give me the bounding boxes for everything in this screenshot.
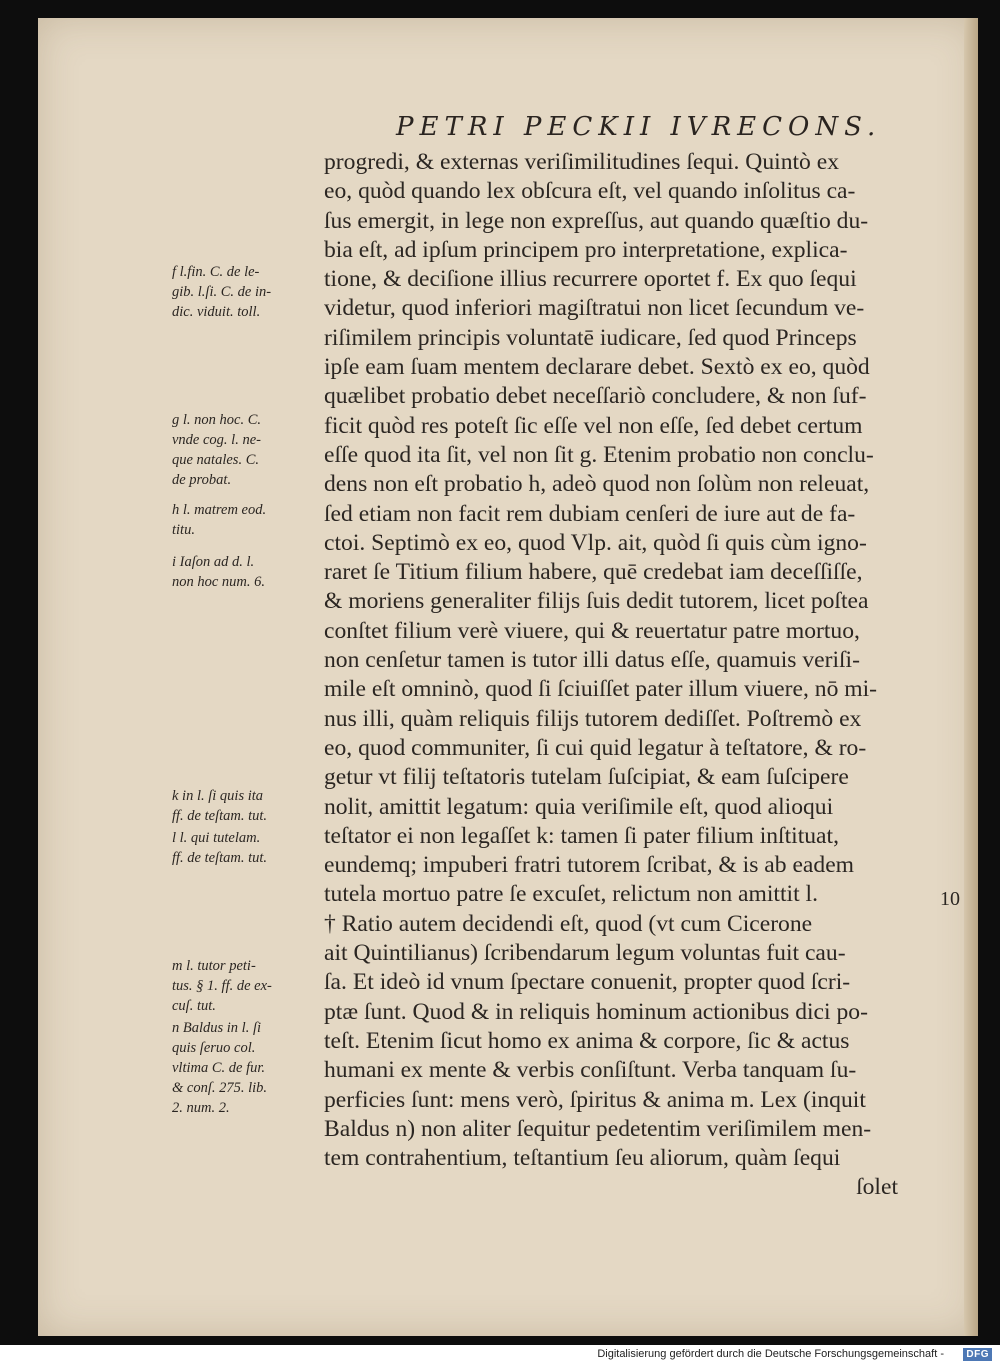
- marginal-note-line: h l. matrem eod.: [172, 502, 267, 518]
- marginal-note-line: 2. num. 2.: [172, 1100, 230, 1116]
- marginal-note-line: k in l. ſi quis ita: [172, 788, 264, 804]
- marginal-note-line: que natales. C.: [172, 452, 259, 468]
- main-text-block: [324, 148, 934, 1203]
- text-line: getur vt filij teſtatoris tutelam ſuſcipiat, & eam ſuſcipere: [324, 764, 849, 791]
- funding-notice: Digitalisierung gefördert durch die Deutsche Forschungsgemeinschaft -: [597, 1348, 944, 1360]
- marginal-note-line: cuſ. tut.: [172, 998, 216, 1014]
- text-line: tem contrahentium, teſtantium ſeu aliorum, quàm ſequi: [324, 1145, 841, 1172]
- text-line: tutela mortuo patre ſe excuſet, relictum non amittit l.: [324, 881, 819, 908]
- marginal-note-line: non hoc num. 6.: [172, 574, 266, 590]
- text-line: nus illi, quàm reliquis filijs tutorem dediſſet. Poſtremò ex: [324, 705, 862, 732]
- marginal-note-line: ff. de teſtam. tut.: [172, 808, 268, 824]
- page-edge: [964, 18, 978, 1336]
- running-head: PETRI PECKII IVRECONS.: [396, 112, 882, 142]
- dfg-logo: DFG: [963, 1348, 992, 1361]
- text-line: ficit quòd res poteſt ſic eſſe vel non eſſe, ſed debet certum: [324, 412, 863, 439]
- text-line: progredi, & externas veriſimilitudines ſequi. Quintò ex: [324, 149, 840, 175]
- marginal-note-i: [172, 552, 322, 592]
- text-line: humani ex mente & verbis conſiſtunt. Verba tanquam ſu-: [324, 1057, 857, 1084]
- text-line: eo, quòd quando lex obſcura eſt, vel quando inſolitus ca-: [324, 178, 856, 205]
- marginal-note-h: [172, 500, 322, 540]
- text-line: riſimilem principis voluntatē iudicare, ſed quod Princeps: [324, 324, 857, 351]
- text-line: videtur, quod inferiori magiſtratui non licet ſecundum ve-: [324, 295, 865, 322]
- marginal-note-line: l l. qui tutelam.: [172, 830, 261, 846]
- marginal-note-line: dic. viduit. toll.: [172, 304, 261, 320]
- marginal-note-l: [172, 828, 322, 868]
- marginal-note-line: m l. tutor peti-: [172, 958, 256, 974]
- text-line: nolit, amittit legatum: quia veriſimile eſt, quod alioqui: [324, 793, 834, 820]
- marginal-note-line: titu.: [172, 522, 195, 538]
- text-line: perficies ſunt: mens verò, ſpiritus & anima m. Lex (inquit: [324, 1086, 866, 1113]
- marginal-note-g: [172, 410, 322, 490]
- marginal-note-k: [172, 786, 322, 826]
- text-line: conſtet filium verè viuere, qui & reuertatur patre mortuo,: [324, 617, 860, 644]
- catchword: ſolet: [856, 1174, 898, 1201]
- marginal-note-line: gib. l.ſi. C. de in-: [172, 284, 272, 300]
- text-line: eundemq; impuberi fratri tutorem ſcribat, & is ab eadem: [324, 852, 855, 879]
- marginal-note-line: ff. de teſtam. tut.: [172, 850, 268, 866]
- text-line: teſtator ei non legaſſet k: tamen ſi pater filium inſtituat,: [324, 822, 839, 849]
- marginal-note-line: n Baldus in l. ſi: [172, 1020, 262, 1036]
- text-line: non cenſetur tamen is tutor illi datus eſſe, quamuis veriſi-: [324, 647, 860, 674]
- marginal-note-line: tus. § 1. ff. de ex-: [172, 978, 272, 994]
- margin-number: 10: [940, 888, 960, 910]
- text-line: ipſe eam ſuam mentem declarare debet. Sextò ex eo, quòd: [324, 354, 870, 381]
- text-line: raret ſe Titium filium habere, quē credebat iam deceſſiſſe,: [324, 559, 863, 586]
- text-line: ſus emergit, in lege non expreſſus, aut quando quæſtio du-: [324, 207, 869, 234]
- text-line: ptæ ſunt. Quod & in reliquis hominum actionibus dici po-: [324, 998, 868, 1025]
- text-line: eſſe quod ita ſit, vel non ſit g. Etenim probatio non conclu-: [324, 441, 874, 468]
- marginal-note-n: [172, 1018, 322, 1118]
- text-line: & moriens generaliter filijs ſuis dedit tutorem, licet poſtea: [324, 588, 869, 615]
- marginal-note-line: g l. non hoc. C.: [172, 412, 262, 428]
- text-line: † Ratio autem decidendi eſt, quod (vt cum Cicerone: [324, 910, 813, 937]
- text-line: dens non eſt probatio h, adeò quod non ſolùm non releuat,: [324, 471, 870, 498]
- footer-bar: [0, 1345, 1000, 1365]
- text-line: ſed etiam non facit rem dubiam cenſeri de iure aut de fa-: [324, 500, 856, 527]
- marginal-note-line: de probat.: [172, 472, 232, 488]
- marginal-note-line: & conſ. 275. lib.: [172, 1080, 268, 1096]
- text-line: ſa. Et ideò id vnum ſpectare conuenit, propter quod ſcri-: [324, 969, 851, 996]
- text-line: ait Quintilianus) ſcribendarum legum voluntas fuit cau-: [324, 940, 846, 967]
- text-line: Baldus n) non aliter ſequitur pedetentim veriſimilem men-: [324, 1115, 872, 1142]
- text-line: teſt. Etenim ſicut homo ex anima & corpore, ſic & actus: [324, 1027, 850, 1054]
- text-line: eo, quod communiter, ſi cui quid legatur à teſtatore, & ro-: [324, 734, 867, 761]
- marginal-note-line: quis ſeruo col.: [172, 1040, 256, 1056]
- text-line: mile eſt omninò, quod ſi ſciuiſſet pater illum viuere, nō mi-: [324, 676, 878, 703]
- marginal-note-line: vltima C. de fur.: [172, 1060, 266, 1076]
- text-line: bia eſt, ad ipſum principem pro interpretatione, explica-: [324, 236, 848, 263]
- text-line: tione, & deciſione illius recurrere oportet f. Ex quo ſequi: [324, 266, 857, 293]
- marginal-note-f: [172, 262, 322, 322]
- marginal-note-m: [172, 956, 322, 1016]
- marginal-note-line: vnde cog. l. ne-: [172, 432, 261, 448]
- marginal-note-line: i Iaſon ad d. l.: [172, 554, 255, 570]
- text-line: ctoi. Septimò ex eo, quod Vlp. ait, quòd ſi quis cùm igno-: [324, 529, 867, 556]
- text-line: quælibet probatio debet neceſſariò concludere, & non ſuf-: [324, 383, 867, 410]
- marginal-note-line: f l.fin. C. de le-: [172, 264, 260, 280]
